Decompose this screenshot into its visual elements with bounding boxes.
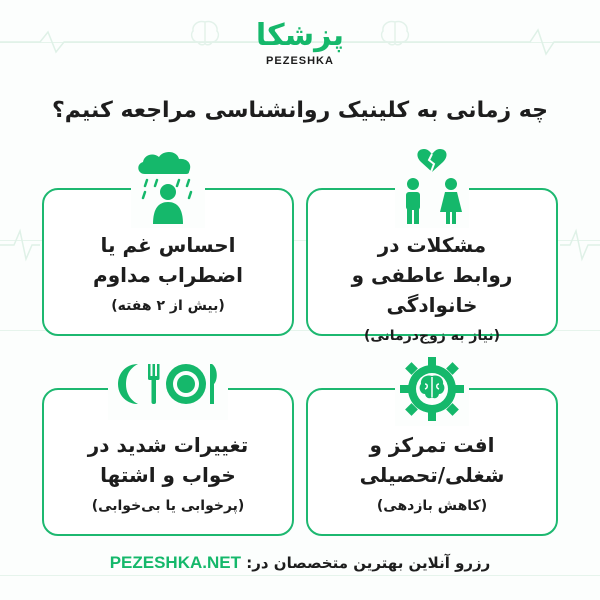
couple-broken-heart-icon — [395, 148, 469, 228]
card-text — [44, 430, 292, 516]
footer — [0, 552, 600, 574]
card-subtitle: (بیش از ۲ هفته) — [111, 298, 225, 314]
footer-text: رزرو آنلاین بهترین متخصصان در: — [246, 554, 491, 572]
brain-gear-icon — [395, 352, 469, 426]
footer-link[interactable]: PEZESHKA.NET — [109, 553, 241, 572]
person-rain-cloud-icon — [131, 150, 205, 228]
card-subtitle: (پرخوابی یا بی‌خوابی) — [91, 498, 245, 514]
card-title-line2: شغلی/تحصیلی — [359, 463, 505, 487]
brain-outline-icon — [378, 18, 412, 48]
card-title-line2: روابط عاطفی و خانوادگی — [351, 263, 513, 317]
card-text — [308, 430, 556, 516]
logo-text: PEZESHKA — [266, 55, 334, 67]
card-title-line1: تغییرات شدید در — [87, 433, 249, 457]
brand-logo — [230, 18, 370, 74]
logo-mark: پزشکا — [255, 18, 345, 53]
card-subtitle: (نیاز به زوج‌درمانی) — [363, 328, 501, 344]
card-text — [44, 230, 292, 316]
card-title-line1: افت تمرکز و — [369, 433, 495, 457]
moon-plate-cutlery-icon — [108, 356, 228, 420]
card-title-line1: مشکلات در — [377, 233, 487, 257]
background-line — [0, 575, 600, 576]
card-subtitle: (کاهش بازدهی) — [376, 498, 488, 514]
card-text — [308, 230, 556, 346]
brain-outline-icon — [188, 18, 222, 48]
card-title-line1: احساس غم یا — [100, 233, 236, 257]
page-title: چه زمانی به کلینیک روانشناسی مراجعه کنیم؟ — [52, 98, 548, 123]
card-title-line2: خواب و اشتها — [100, 463, 236, 487]
card-title-line2: اضطراب مداوم — [93, 263, 243, 287]
